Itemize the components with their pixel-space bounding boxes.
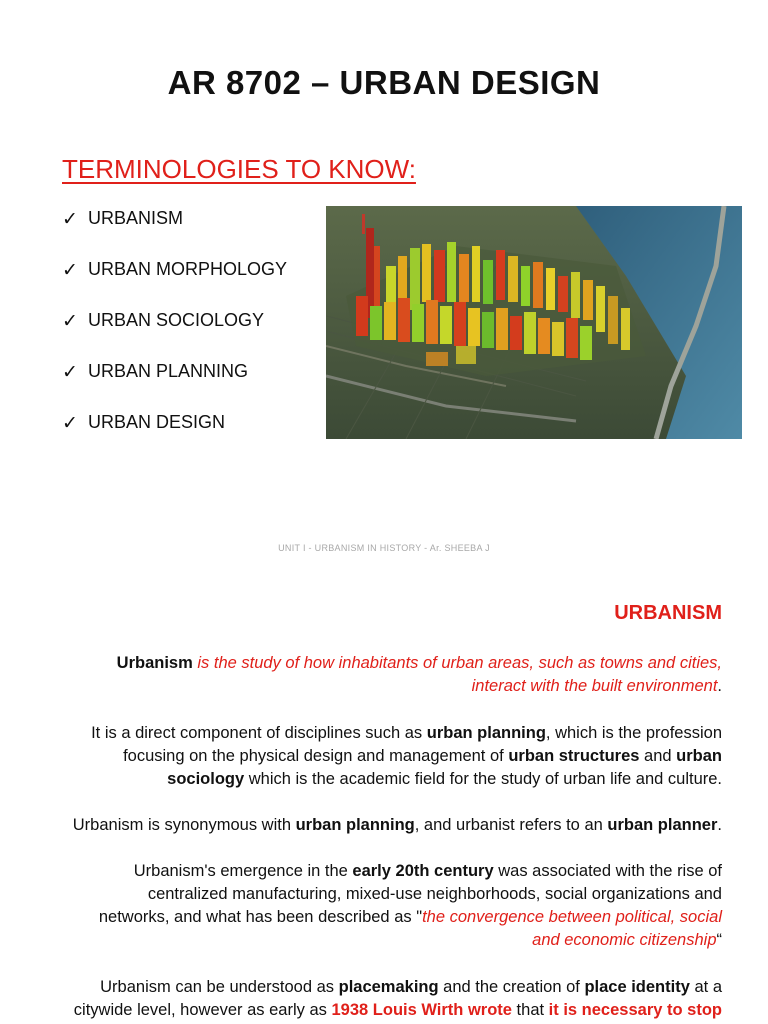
bold-term: urban planning xyxy=(295,816,415,834)
text: Urbanism's emergence in the xyxy=(133,862,353,880)
bold-term: early 20th century xyxy=(352,862,494,880)
text: “ xyxy=(716,931,722,949)
text: Urbanism is synonymous with xyxy=(72,816,296,834)
red-bold-text: it is necessary to stop xyxy=(548,1001,722,1019)
text: was associated with the rise of xyxy=(493,862,722,880)
list-item xyxy=(62,361,287,412)
text: , and urbanist refers to an xyxy=(414,816,608,834)
checkmark-icon: ✓ xyxy=(62,260,78,281)
term-label: URBANISM xyxy=(88,208,184,228)
text: and the creation of xyxy=(438,978,585,996)
text: Urbanism can be understood as xyxy=(100,978,339,996)
red-italic-text: the convergence between political, social xyxy=(422,908,722,926)
terms-list xyxy=(62,208,287,463)
slide-subtitle: TERMINOLOGIES TO KNOW: xyxy=(62,154,416,184)
text: , which is the profession xyxy=(545,724,722,742)
paragraph-emergence xyxy=(22,860,722,952)
bold-term: urban structures xyxy=(508,747,640,765)
paragraph-placemaking xyxy=(22,976,722,1022)
text: at a xyxy=(689,978,722,996)
checkmark-icon: ✓ xyxy=(62,209,78,230)
bold-term: place identity xyxy=(584,978,690,996)
bold-term: sociology xyxy=(167,770,245,788)
slide-2 xyxy=(0,560,768,1024)
bold-term: urban planning xyxy=(426,724,546,742)
term-label: URBAN DESIGN xyxy=(88,412,226,432)
paragraph-definition xyxy=(22,652,722,698)
term-label: URBAN SOCIOLOGY xyxy=(88,310,265,330)
text: . xyxy=(717,677,722,695)
red-italic-text: and economic citizenship xyxy=(532,931,717,949)
red-bold-text: 1938 Louis Wirth wrote xyxy=(331,1001,512,1019)
bold-term: placemaking xyxy=(338,978,439,996)
list-item xyxy=(62,259,287,310)
term-label: URBAN MORPHOLOGY xyxy=(88,259,288,279)
term-label: URBAN PLANNING xyxy=(88,361,249,381)
text: that xyxy=(511,1001,549,1019)
text: and xyxy=(639,747,677,765)
bold-term: urban planner xyxy=(607,816,718,834)
text: It is a direct component of disciplines such as xyxy=(91,724,427,742)
red-italic-text: interact with the built environment xyxy=(471,677,718,695)
checkmark-icon: ✓ xyxy=(62,362,78,383)
text: citywide level, however as early as xyxy=(73,1001,332,1019)
text: focusing on the physical design and management of xyxy=(123,747,509,765)
checkmark-icon: ✓ xyxy=(62,311,78,332)
slide-footer: UNIT I - URBANISM IN HISTORY - Ar. SHEEBA J xyxy=(278,543,490,553)
text: which is the academic field for the study of urban life and culture. xyxy=(244,770,722,788)
list-item xyxy=(62,412,287,463)
bold-term: Urbanism xyxy=(116,654,193,672)
slide-title: AR 8702 – URBAN DESIGN xyxy=(167,64,601,101)
text: centralized manufacturing, mixed-use neighborhoods, social organizations and xyxy=(147,885,722,903)
list-item xyxy=(62,208,287,259)
city-3d-map-image xyxy=(326,206,742,439)
list-item xyxy=(62,310,287,361)
section-heading: URBANISM xyxy=(614,602,722,624)
text: . xyxy=(717,816,722,834)
text: networks, and what has been described as " xyxy=(98,908,423,926)
red-italic-text: is the study of how inhabitants of urban areas, such as towns and cities, xyxy=(192,654,722,672)
paragraph-synonym xyxy=(22,814,722,837)
paragraph-disciplines xyxy=(22,722,722,791)
bold-term: urban xyxy=(676,747,722,765)
checkmark-icon: ✓ xyxy=(62,413,78,434)
